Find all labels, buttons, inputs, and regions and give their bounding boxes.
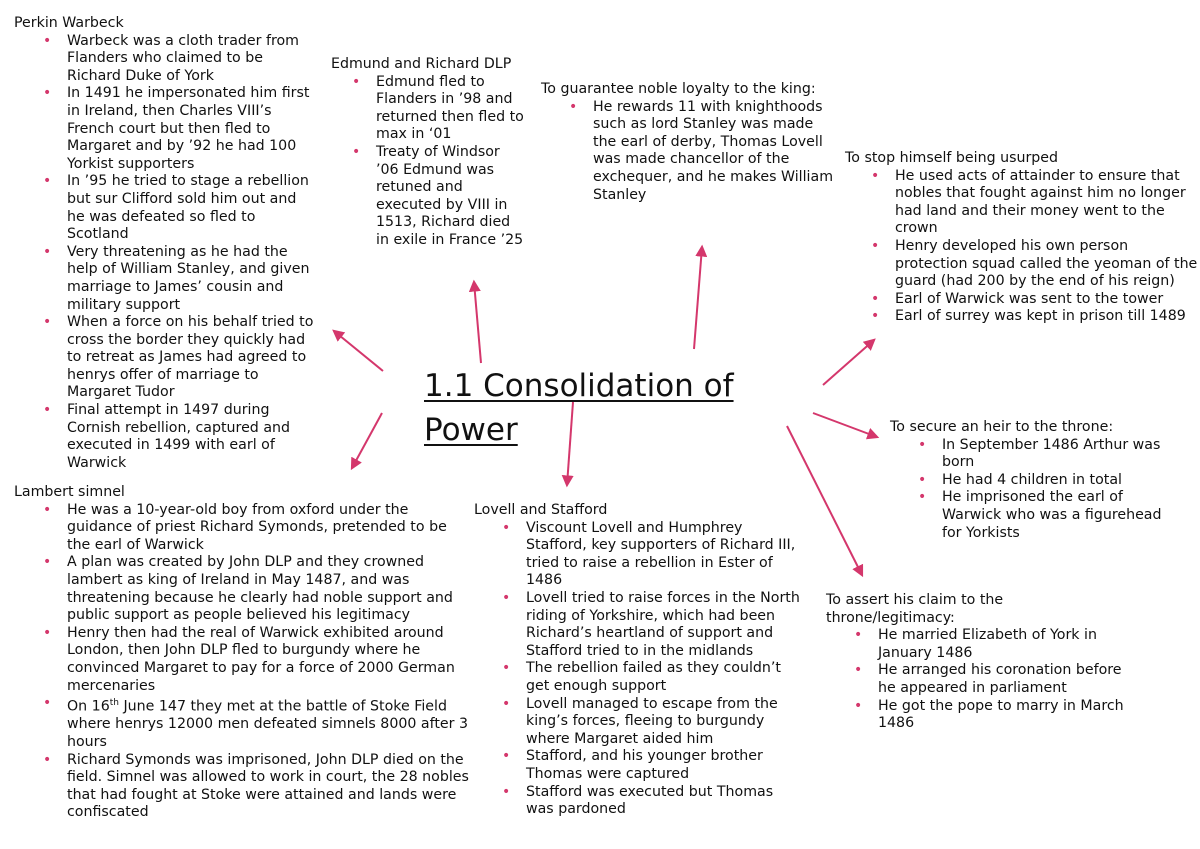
bullet-list <box>331 74 526 250</box>
section-usurped <box>845 150 1200 326</box>
list-item: • Edmund fled to Flanders in ’98 and returned then fled to max in ‘01 <box>376 74 526 144</box>
arrow-to-perkin <box>334 331 383 371</box>
list-item: • When a force on his behalf tried to cross the border they quickly had to retreat as James had agreed to henrys offer of marriage to Margaret Tudor <box>67 314 314 402</box>
bullet-list <box>14 33 314 473</box>
section-heading: Edmund and Richard DLP <box>331 56 512 72</box>
section-lambert <box>14 484 470 822</box>
list-item: • Very threatening as he had the help of William Stanley, and given marriage to James’ cousin and military support <box>67 244 314 314</box>
bullet-list <box>826 627 1126 733</box>
list-item: • Henry then had the real of Warwick exhibited around London, then John DLP fled to burgundy where he convinced Margaret to pay for a force of 2000 German mercenaries <box>67 625 470 695</box>
section-heading: To assert his claim to the throne/legitimacy: <box>826 592 1004 626</box>
list-item <box>67 695 470 752</box>
section-perkin <box>14 15 314 472</box>
list-item: • Viscount Lovell and Humphrey Stafford, key supporters of Richard III, tried to raise a rebellion in Ester of 1486 <box>526 520 804 590</box>
list-item: • Stafford was executed but Thomas was pardoned <box>526 784 804 819</box>
page-title: 1.1 Consolidation of Power <box>424 368 734 448</box>
section-heir <box>890 419 1165 542</box>
section-heading: Perkin Warbeck <box>14 15 124 31</box>
bullet-list <box>890 437 1165 543</box>
list-item: • Lovell managed to escape from the king’s forces, fleeing to burgundy where Margaret aided him <box>526 696 804 749</box>
list-item: • Richard Symonds was imprisoned, John DLP died on the field. Simnel was allowed to work in court, the 28 nobles that had fought at Stoke were attained and lands were confiscated <box>67 752 470 822</box>
arrow-to-heir <box>813 413 877 437</box>
section-claim <box>826 592 1126 732</box>
list-item: • Earl of surrey was kept in prison till 1489 <box>895 308 1200 326</box>
ordinal-suffix: th <box>109 698 119 709</box>
list-item: • Stafford, and his younger brother Thomas were captured <box>526 748 804 783</box>
list-item: • In ’95 he tried to stage a rebellion but sur Clifford sold him out and he was defeated so fled to Scotland <box>67 173 314 243</box>
section-heading: Lambert simnel <box>14 484 125 500</box>
arrow-to-lambert <box>352 413 382 468</box>
list-item: • He was a 10-year-old boy from oxford under the guidance of priest Richard Symonds, pretended to be the earl of Warwick <box>67 502 470 555</box>
stoke-text-prefix: On 16 <box>67 698 110 715</box>
list-item: • Earl of Warwick was sent to the tower <box>895 291 1200 309</box>
list-item: • He had 4 children in total <box>942 472 1165 490</box>
bullet-list <box>474 520 804 819</box>
list-item: • He rewards 11 with knighthoods such as lord Stanley was made the earl of derby, Thomas Lovell was made chancellor of the exchequer, and he makes William Stanley <box>593 99 841 205</box>
list-item: • Treaty of Windsor ’06 Edmund was retuned and executed by VIII in 1513, Richard died in exile in France ’25 <box>376 144 526 250</box>
section-heading: To secure an heir to the throne: <box>890 419 1114 435</box>
arrow-to-loyalty <box>694 247 702 349</box>
list-item: • He imprisoned the earl of Warwick who was a figurehead for Yorkists <box>942 489 1165 542</box>
bullet-list <box>845 168 1200 326</box>
list-item: • Warbeck was a cloth trader from Flanders who claimed to be Richard Duke of York <box>67 33 314 86</box>
list-item: • The rebellion failed as they couldn’t get enough support <box>526 660 804 695</box>
bullet-list <box>541 99 841 205</box>
section-heading: To guarantee noble loyalty to the king: <box>541 81 816 97</box>
section-heading: To stop himself being usurped <box>845 150 1059 166</box>
list-item: • He arranged his coronation before he appeared in parliament <box>878 662 1126 697</box>
bullet-list <box>14 502 470 822</box>
arrow-to-edmund <box>474 282 481 363</box>
list-item: • In September 1486 Arthur was born <box>942 437 1165 472</box>
arrow-to-usurped <box>823 340 874 385</box>
list-item: • Final attempt in 1497 during Cornish rebellion, captured and executed in 1499 with earl of Warwick <box>67 402 314 472</box>
section-lovell <box>474 502 804 819</box>
list-item: • He married Elizabeth of York in January 1486 <box>878 627 1126 662</box>
section-edmund <box>331 56 526 250</box>
list-item: • Henry developed his own person protection squad called the yeoman of the guard (had 200 by the end of his reign) <box>895 238 1200 291</box>
stoke-text-rest: June 147 they met at the battle of Stoke Field where henrys 12000 men defeated simnels 8000 after 3 hours <box>67 698 469 751</box>
list-item: • He used acts of attainder to ensure that nobles that fought against him no longer had land and their money went to the crown <box>895 168 1200 238</box>
section-loyalty <box>541 81 841 217</box>
list-item: • A plan was created by John DLP and they crowned lambert as king of Ireland in May 1487, and was threatening because he clearly had noble support and public support as people believed his legitimacy <box>67 554 470 624</box>
section-heading: Lovell and Stafford <box>474 502 608 518</box>
list-item: • Lovell tried to raise forces in the North riding of Yorkshire, which had been Richard’s heartland of support and Stafford tried to in the midlands <box>526 590 804 660</box>
list-item: • He got the pope to marry in March 1486 <box>878 698 1126 733</box>
list-item: • In 1491 he impersonated him first in Ireland, then Charles VIII’s French court but then fled to Margaret and by ’92 he had 100 Yorkist supporters <box>67 85 314 173</box>
